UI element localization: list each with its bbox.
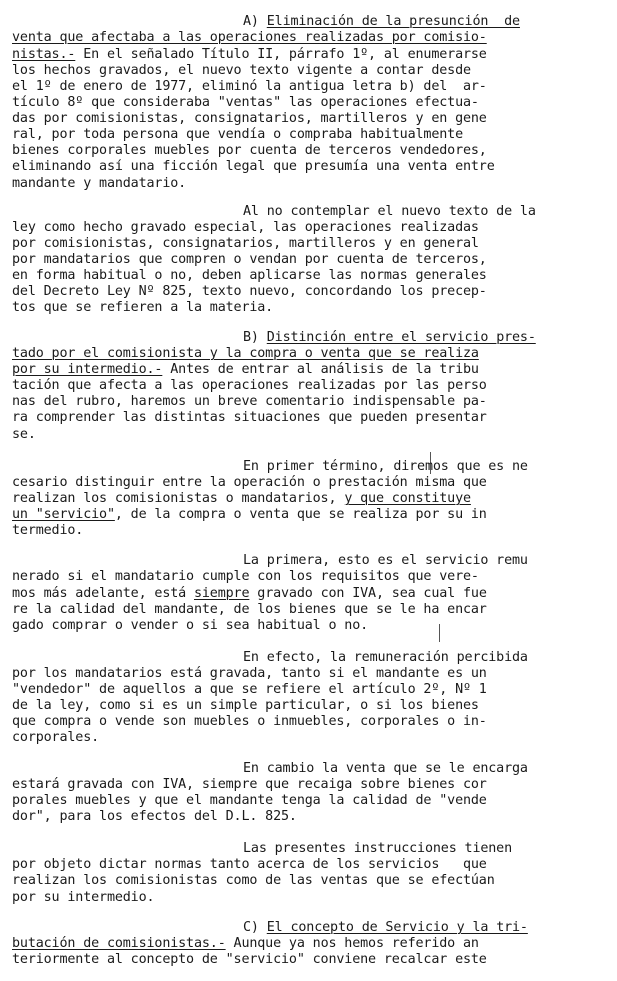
text-segment: por comisionistas, consignatarios, martilleros y en general (12, 236, 479, 251)
text-line (12, 252, 487, 268)
text-segment: nas del rubro, haremos un breve comentario indispensable pa- (12, 394, 487, 409)
text-segment: En efecto, la remuneración percibida (243, 650, 528, 665)
text-segment: , de la compra o venta que se realiza por su in (114, 507, 487, 522)
text-segment: nerado si el mandatario cumple con los requisitos que vere- (12, 569, 479, 584)
text-segment: ley como hecho gravado especial, las operaciones realizadas (12, 220, 479, 235)
text-line (12, 730, 99, 746)
text-line (243, 459, 528, 475)
underlined-text: venta que afectaba a las operaciones realizadas por comisio- (12, 30, 487, 45)
underlined-text: butación de comisionistas.- (12, 936, 226, 951)
text-line (12, 857, 487, 873)
text-line (12, 362, 479, 378)
text-line (12, 586, 487, 602)
text-segment: Aunque ya nos hemos referido an (225, 936, 479, 951)
text-line (243, 14, 520, 30)
text-line (12, 618, 368, 634)
text-segment: por objeto dictar normas tanto acerca de los servicios que (12, 857, 487, 872)
text-segment: por su intermedio. (12, 890, 155, 905)
text-line (12, 698, 479, 714)
text-segment: gado comprar o vender o si sea habitual o no. (12, 618, 369, 633)
text-segment: teriormente al concepto de "servicio" conviene recalcar este (12, 952, 487, 967)
text-segment: que compra o vende son muebles o inmuebles, corporales o in- (12, 714, 487, 729)
text-segment: En primer término, diremos que es ne (243, 459, 528, 474)
text-segment: porales muebles y que el mandante tenga la calidad de "vende (12, 793, 487, 808)
text-segment: C) (243, 920, 267, 935)
text-line (12, 936, 479, 952)
text-segment: en forma habitual o no, deben aplicarse las normas generales (12, 268, 487, 283)
text-line (12, 682, 487, 698)
text-segment: cesario distinguir entre la operación o prestación misma que (12, 475, 487, 490)
text-segment: dor", para los efectos del D.L. 825. (12, 809, 297, 824)
text-line (12, 111, 487, 127)
scan-mark-vertical (439, 624, 440, 642)
text-line (12, 300, 273, 316)
text-segment: Al no contemplar el nuevo texto de la (243, 204, 536, 219)
text-line (12, 427, 36, 443)
text-segment: re la calidad del mandante, de los bienes que se le ha encar (12, 602, 487, 617)
text-segment: bienes corporales muebles por cuenta de terceros vendedores, (12, 143, 487, 158)
text-segment: mos más adelante, está (12, 586, 194, 601)
text-segment: eliminando así una ficción legal que presumía una venta entre (12, 159, 495, 174)
text-line (12, 793, 487, 809)
text-line (243, 920, 528, 936)
text-line (12, 95, 479, 111)
text-line (12, 284, 487, 300)
text-line (12, 236, 479, 252)
text-segment: los hechos gravados, el nuevo texto vigente a contar desde (12, 63, 471, 78)
text-line (12, 159, 495, 175)
text-line (12, 410, 487, 426)
text-line (12, 79, 487, 95)
text-segment: das por comisionistas, consignatarios, martilleros y en gene (12, 111, 487, 126)
text-segment: ral, por toda persona que vendía o compraba habitualmente (12, 127, 463, 142)
text-line (243, 650, 528, 666)
text-line (12, 809, 297, 825)
text-segment: se. (12, 427, 36, 442)
text-segment: realizan los comisionistas o mandatarios, (12, 491, 345, 506)
text-line (12, 176, 186, 192)
text-line (12, 63, 471, 79)
text-line (12, 30, 487, 46)
text-line (12, 507, 487, 523)
underlined-text: y que constituye (344, 491, 471, 506)
text-segment: por los mandatarios está gravada, tanto si el mandante es un (12, 666, 487, 681)
underlined-text: un "servicio" (12, 507, 115, 522)
underlined-text: siempre (193, 586, 250, 601)
text-line (12, 143, 487, 159)
text-line (12, 777, 487, 793)
text-segment: gravado con IVA, sea cual fue (249, 586, 487, 601)
text-line (243, 841, 512, 857)
text-segment: "vendedor" de aquellos a que se refiere el artículo 2º, Nº 1 (12, 682, 487, 697)
text-segment: En cambio la venta que se le encarga (243, 761, 528, 776)
text-line (12, 378, 487, 394)
text-line (12, 666, 487, 682)
text-line (243, 553, 528, 569)
text-segment: el 1º de enero de 1977, eliminó la antigua letra b) del ar- (12, 79, 487, 94)
text-segment: Antes de entrar al análisis de la tribu (162, 362, 479, 377)
underlined-text: nistas.- (12, 47, 76, 62)
text-segment: estará gravada con IVA, siempre que recaiga sobre bienes cor (12, 777, 487, 792)
text-segment: tículo 8º que consideraba "ventas" las operaciones efectua- (12, 95, 479, 110)
text-segment: corporales. (12, 730, 100, 745)
text-line (12, 127, 463, 143)
text-line (12, 47, 487, 63)
text-line (12, 268, 487, 284)
text-line (12, 873, 495, 889)
text-line (12, 346, 479, 362)
text-segment: La primera, esto es el servicio remu (243, 553, 528, 568)
text-line (12, 523, 83, 539)
text-segment: Las presentes instrucciones tienen (243, 841, 513, 856)
text-segment: En el señalado Título II, párrafo 1º, al enumerarse (75, 47, 487, 62)
text-segment: tación que afecta a las operaciones realizadas por las perso (12, 378, 487, 393)
underlined-text: Distinción entre el servicio pres- (266, 330, 536, 345)
text-line (12, 491, 471, 507)
text-segment: realizan los comisionistas como de las ventas que se efectúan (12, 873, 495, 888)
text-segment: del Decreto Ley Nº 825, texto nuevo, concordando los precep- (12, 284, 487, 299)
text-segment: A) (243, 14, 267, 29)
text-line (12, 890, 154, 906)
text-segment: B) (243, 330, 267, 345)
text-line (12, 220, 479, 236)
text-segment: mandante y mandatario. (12, 176, 187, 191)
text-line (12, 714, 487, 730)
text-line (12, 952, 487, 968)
text-line (12, 602, 487, 618)
text-segment: tos que se refieren a la materia. (12, 300, 274, 315)
underlined-text: El concepto de Servicio y la tri- (266, 920, 528, 935)
text-line (243, 761, 528, 777)
text-line (12, 475, 487, 491)
text-segment: ra comprender las distintas situaciones que pueden presentar (12, 410, 487, 425)
text-line (243, 330, 536, 346)
text-segment: termedio. (12, 523, 84, 538)
underlined-text: Eliminación de la presunción de (266, 14, 520, 29)
underlined-text: tado por el comisionista y la compra o venta que se realiza (12, 346, 479, 361)
text-segment: de la ley, como si es un simple particular, o si los bienes (12, 698, 479, 713)
underlined-text: por su intermedio.- (12, 362, 163, 377)
text-segment: por mandatarios que compren o vendan por cuenta de terceros, (12, 252, 487, 267)
text-line (243, 204, 536, 220)
text-line (12, 569, 479, 585)
text-line (12, 394, 487, 410)
